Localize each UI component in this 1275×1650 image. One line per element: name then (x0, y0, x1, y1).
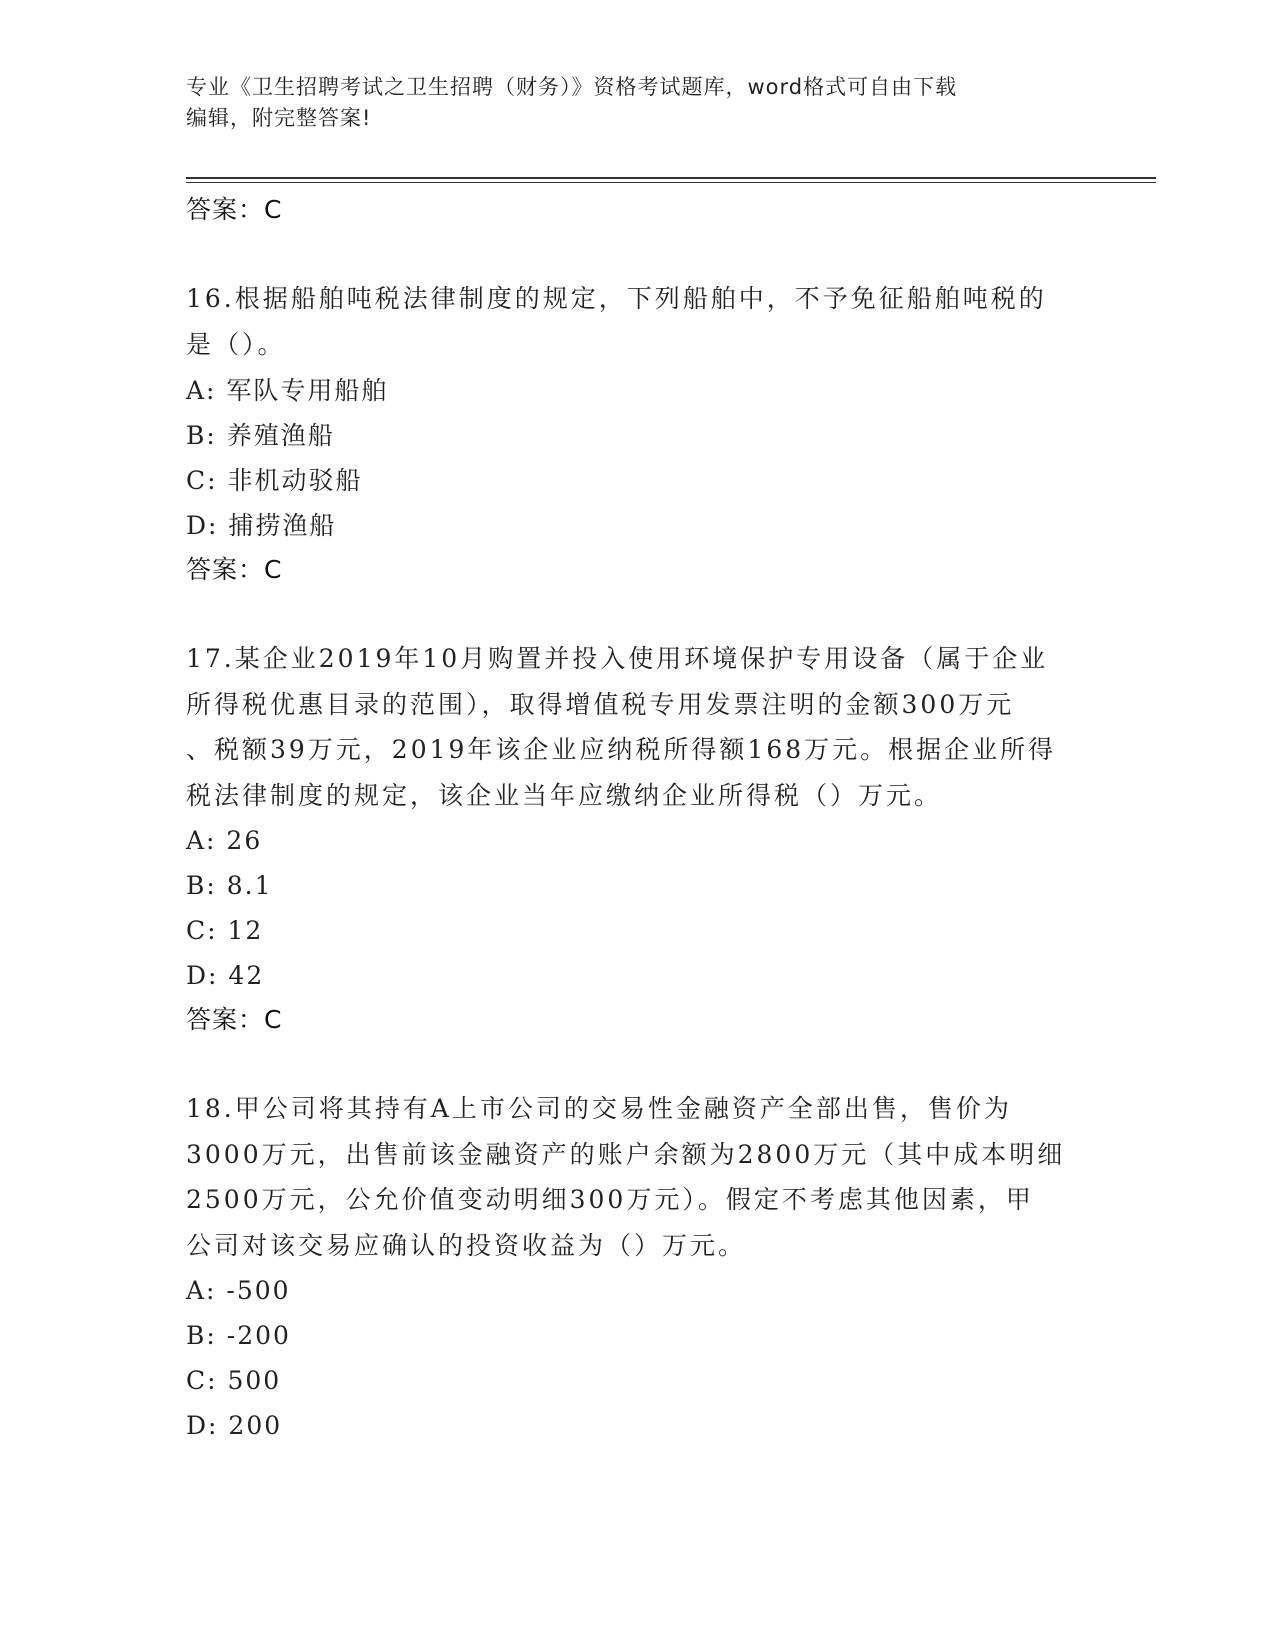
question-16-option-a: A: 军队专用船舶 (186, 376, 389, 405)
question-18-option-a: A: -500 (186, 1276, 291, 1305)
question-17-answer: 答案：C (186, 1005, 283, 1034)
header-rule-thin (186, 182, 1156, 183)
question-17-option-d: D: 42 (186, 961, 265, 990)
question-stem-line: 是（）。 (186, 329, 286, 359)
answer-line: 答案：C (186, 195, 283, 224)
question-18-option-c: C: 500 (186, 1366, 282, 1395)
question-17-option-a: A: 26 (186, 826, 263, 855)
header-rule-thick (186, 177, 1156, 179)
question-17-stem (186, 636, 1086, 818)
question-stem-line: 3000万元，出售前该金融资产的账户余额为2800万元（其中成本明细 (186, 1139, 1066, 1169)
question-stem-line: 18.甲公司将其持有A上市公司的交易性金融资产全部出售，售价为 (186, 1094, 1012, 1123)
header-line-1: 专业《卫生招聘考试之卫生招聘（财务）》资格考试题库，word格式可自由下载 (186, 75, 958, 99)
question-stem-line: 17.某企业2019年10月购置并投入使用环境保护专用设备（属于企业 (186, 644, 1049, 673)
question-16-option-d: D: 捕捞渔船 (186, 511, 337, 540)
question-16-option-c: C: 非机动驳船 (186, 466, 363, 495)
question-stem-line: 16.根据船舶吨税法律制度的规定，下列船舶中，不予免征船舶吨税的 (186, 284, 1047, 313)
question-18-stem (186, 1086, 1086, 1268)
question-16-answer: 答案：C (186, 555, 283, 584)
question-17-option-b: B: 8.1 (186, 871, 273, 900)
question-stem-line: 所得税优惠目录的范围），取得增值税专用发票注明的金额300万元 (186, 689, 1015, 719)
question-stem-line: 、税额39万元，2019年该企业应纳税所得额168万元。根据企业所得 (186, 735, 1057, 764)
question-18-option-d: D: 200 (186, 1411, 283, 1440)
document-header (186, 72, 1086, 134)
question-16-stem (186, 276, 1086, 367)
question-stem-line: 税法律制度的规定，该企业当年应缴纳企业所得税（）万元。 (186, 780, 943, 810)
question-18-option-b: B: -200 (186, 1321, 291, 1350)
question-16-option-b: B: 养殖渔船 (186, 421, 335, 450)
question-stem-line: 公司对该交易应确认的投资收益为（）万元。 (186, 1230, 747, 1260)
question-17-option-c: C: 12 (186, 916, 264, 945)
header-line-2: 编辑，附完整答案! (186, 106, 372, 130)
question-stem-line: 2500万元，公允价值变动明细300万元）。假定不考虑其他因素，甲 (186, 1185, 1034, 1214)
